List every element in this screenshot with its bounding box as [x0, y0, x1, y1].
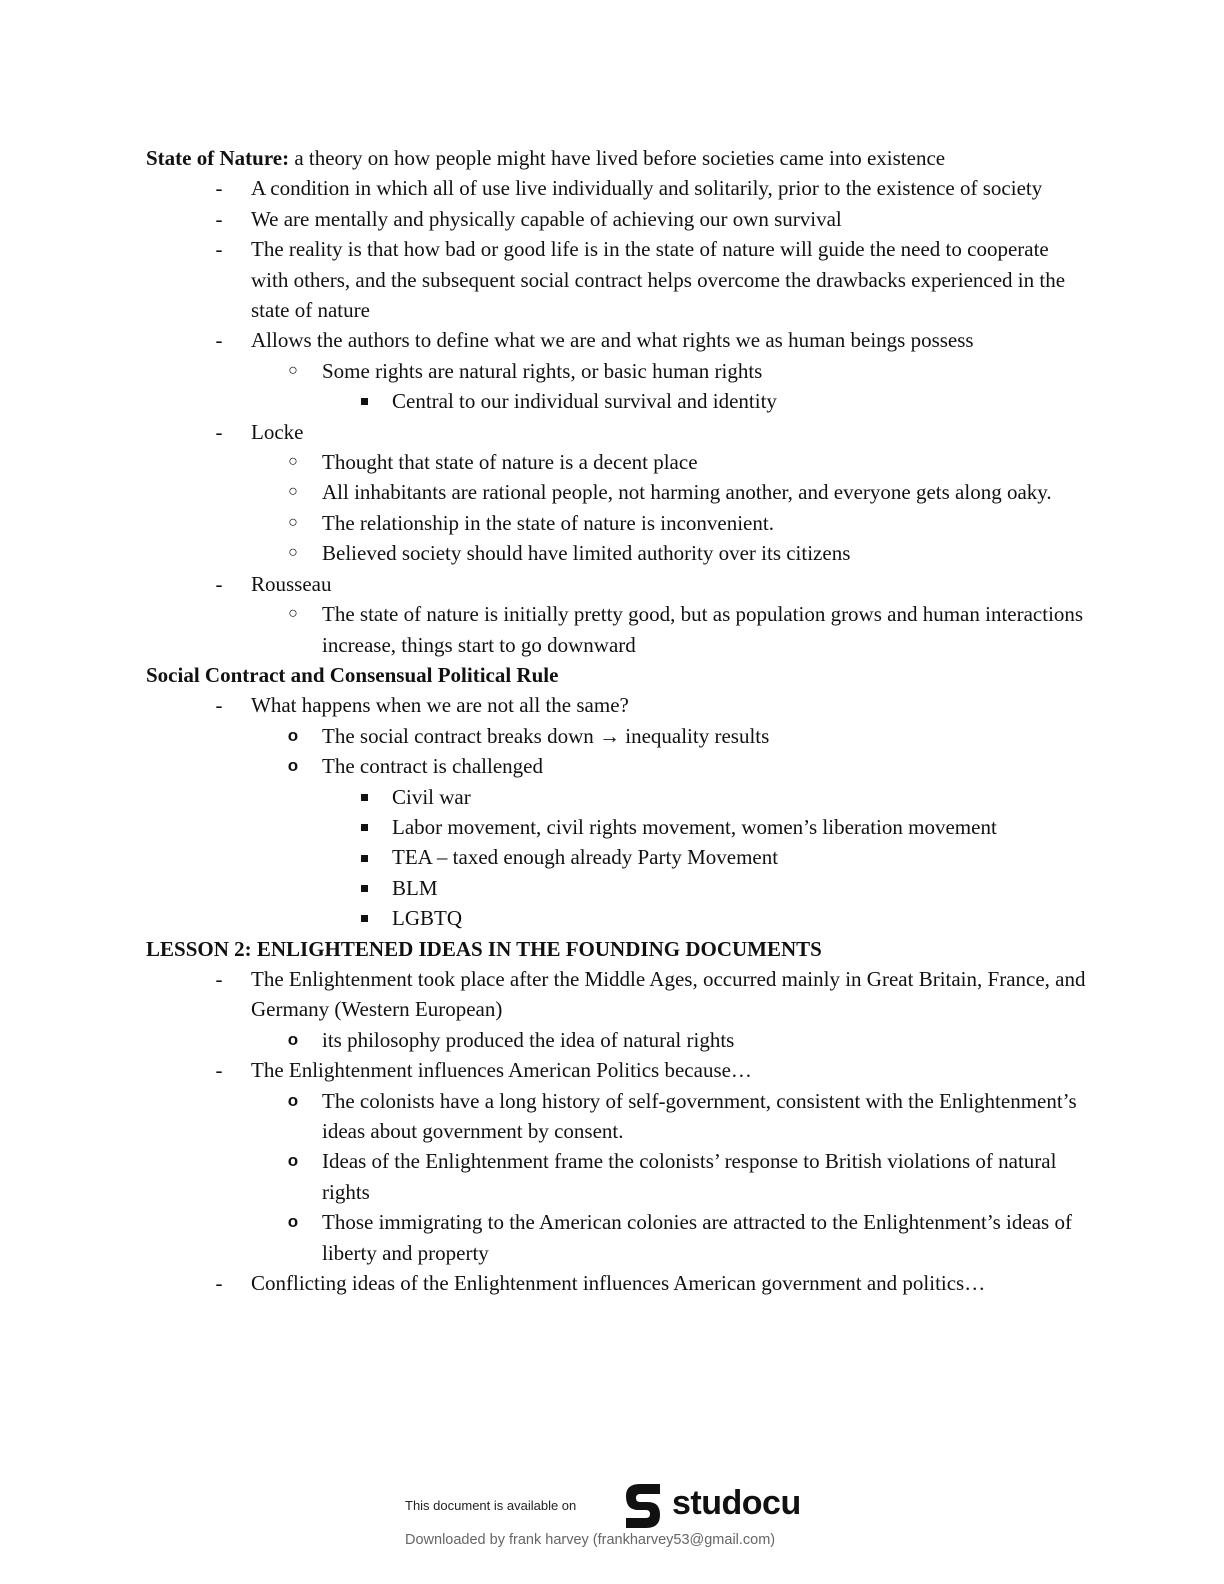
- circle-bullet-icon: ○: [288, 513, 298, 531]
- bullet-item-level-2: [146, 751, 1086, 781]
- bullet-item-level-2: [146, 447, 1086, 477]
- bullet-text: Those immigrating to the American colonies are attracted to the Enlightenment’s ideas of liberty and property: [322, 1210, 1072, 1265]
- bullet-text: The contract is challenged: [322, 754, 543, 779]
- bullet-text: Believed society should have limited authority over its citizens: [322, 541, 851, 566]
- bullet-item-level-1: [146, 417, 1086, 447]
- bullet-text: Locke: [251, 419, 304, 444]
- bullet-text: LGBTQ: [392, 906, 462, 931]
- dash-bullet-icon: -: [215, 1271, 223, 1296]
- bullet-item-level-2: [146, 1207, 1086, 1268]
- circle-bullet-icon: ○: [288, 483, 298, 501]
- dash-bullet-icon: -: [215, 206, 223, 231]
- section-heading-title: Social Contract and Consensual Political Rule: [146, 662, 559, 687]
- bullet-text: All inhabitants are rational people, not harming another, and everyone gets along oaky.: [322, 480, 1052, 505]
- bullet-text: Allows the authors to define what we are and what rights we as human beings possess: [251, 328, 974, 353]
- dash-bullet-icon: -: [215, 1058, 223, 1083]
- section-heading: [146, 934, 1086, 964]
- bullet-text: Central to our individual survival and identity: [392, 389, 777, 414]
- bullet-item-level-2: [146, 538, 1086, 568]
- bullet-text: Thought that state of nature is a decent place: [322, 450, 698, 475]
- circle-bullet-icon: ○: [288, 361, 298, 379]
- section-heading: [146, 660, 1086, 690]
- bullet-text: The reality is that how bad or good life is in the state of nature will guide the need to cooperate with others, and the subsequent social contract helps overcome the drawbacks experienced in the state of nature: [251, 237, 1066, 323]
- circle-bullet-icon: ○: [288, 605, 298, 623]
- document-body: [146, 143, 1086, 1298]
- bullet-text: Rousseau: [251, 571, 332, 596]
- bullet-text: The colonists have a long history of self-government, consistent with the Enlightenment’s ideas about government by consent.: [322, 1088, 1077, 1143]
- bullet-item-level-2: [146, 477, 1086, 507]
- bullet-item-level-3: [146, 812, 1086, 842]
- circle-bullet-icon: ○: [288, 544, 298, 562]
- dash-bullet-icon: -: [215, 419, 223, 444]
- bullet-item-level-1: [146, 325, 1086, 355]
- bullet-text: Conflicting ideas of the Enlightenment influences American government and politics…: [251, 1271, 986, 1296]
- bullet-item-level-1: [146, 569, 1086, 599]
- bullet-text: BLM: [392, 875, 438, 900]
- bullet-text: The relationship in the state of nature is inconvenient.: [322, 510, 774, 535]
- bullet-item-level-2: [146, 1086, 1086, 1147]
- page-footer: [0, 1478, 1224, 1578]
- bullet-text: Some rights are natural rights, or basic human rights: [322, 358, 763, 383]
- dash-bullet-icon: -: [215, 328, 223, 353]
- bullet-item-level-2: [146, 721, 1086, 751]
- bullet-text: A condition in which all of use live individually and solitarily, prior to the existence of society: [251, 176, 1043, 201]
- circle-bullet-icon: ○: [288, 453, 298, 471]
- dash-bullet-icon: -: [215, 571, 223, 596]
- bullet-text: We are mentally and physically capable of achieving our own survival: [251, 206, 842, 231]
- bullet-item-level-1: [146, 173, 1086, 203]
- bullet-text: The state of nature is initially pretty good, but as population grows and human interactions increase, things start to go downward: [322, 602, 1084, 657]
- bullet-text: its philosophy produced the idea of natural rights: [322, 1027, 735, 1052]
- bold-o-bullet-icon: o: [287, 1029, 299, 1049]
- bullet-item-level-3: [146, 873, 1086, 903]
- bullet-item-level-1: [146, 964, 1086, 1025]
- bullet-item-level-2: [146, 599, 1086, 660]
- square-bullet-icon: [358, 812, 370, 842]
- bullet-text: The social contract breaks down → inequality results: [322, 723, 770, 748]
- bullet-item-level-2: [146, 1025, 1086, 1055]
- dash-bullet-icon: -: [215, 237, 223, 262]
- bullet-item-level-2: [146, 356, 1086, 386]
- dash-bullet-icon: -: [215, 693, 223, 718]
- bullet-item-level-3: [146, 782, 1086, 812]
- bullet-item-level-1: [146, 204, 1086, 234]
- studocu-brand-text: studocu: [672, 1484, 801, 1522]
- bullet-item-level-3: [146, 386, 1086, 416]
- square-bullet-icon: [358, 782, 370, 812]
- dash-bullet-icon: -: [215, 176, 223, 201]
- bullet-text: Ideas of the Enlightenment frame the colonists’ response to British violations of natural rights: [322, 1149, 1057, 1204]
- square-bullet-icon: [358, 386, 370, 416]
- studocu-logo-icon: [620, 1482, 666, 1532]
- bullet-item-level-1: [146, 690, 1086, 720]
- bullet-text: What happens when we are not all the same?: [251, 693, 629, 718]
- bold-o-bullet-icon: o: [287, 1212, 299, 1232]
- section-heading: [146, 143, 1086, 173]
- square-bullet-icon: [358, 903, 370, 933]
- bullet-item-level-1: [146, 1268, 1086, 1298]
- bullet-text: TEA – taxed enough already Party Movement: [392, 845, 779, 870]
- dash-bullet-icon: -: [215, 966, 223, 991]
- bullet-item-level-1: [146, 1055, 1086, 1085]
- bullet-text: The Enlightenment took place after the Middle Ages, occurred mainly in Great Britain, France, and Germany (Western European): [251, 966, 1086, 1022]
- square-bullet-icon: [358, 842, 370, 872]
- bullet-item-level-3: [146, 842, 1086, 872]
- download-attribution: Downloaded by frank harvey (frankharvey53@gmail.com): [405, 1532, 776, 1548]
- bold-o-bullet-icon: o: [287, 1090, 299, 1110]
- bullet-item-level-2: [146, 508, 1086, 538]
- bold-o-bullet-icon: o: [287, 725, 299, 745]
- section-heading-title: State of Nature:: [146, 146, 290, 170]
- square-bullet-icon: [358, 873, 370, 903]
- section-heading-title: LESSON 2: ENLIGHTENED IDEAS IN THE FOUNDING DOCUMENTS: [146, 936, 822, 961]
- bullet-item-level-3: [146, 903, 1086, 933]
- bold-o-bullet-icon: o: [287, 1151, 299, 1171]
- section-heading-definition: a theory on how people might have lived before societies came into existence: [289, 146, 946, 170]
- bullet-text: The Enlightenment influences American Politics because…: [251, 1058, 752, 1083]
- availability-text: This document is available on: [405, 1498, 577, 1513]
- bold-o-bullet-icon: o: [287, 756, 299, 776]
- bullet-text: Civil war: [392, 784, 471, 809]
- bullet-text: Labor movement, civil rights movement, women’s liberation movement: [392, 814, 997, 839]
- bullet-item-level-1: [146, 234, 1086, 325]
- bullet-item-level-2: [146, 1146, 1086, 1207]
